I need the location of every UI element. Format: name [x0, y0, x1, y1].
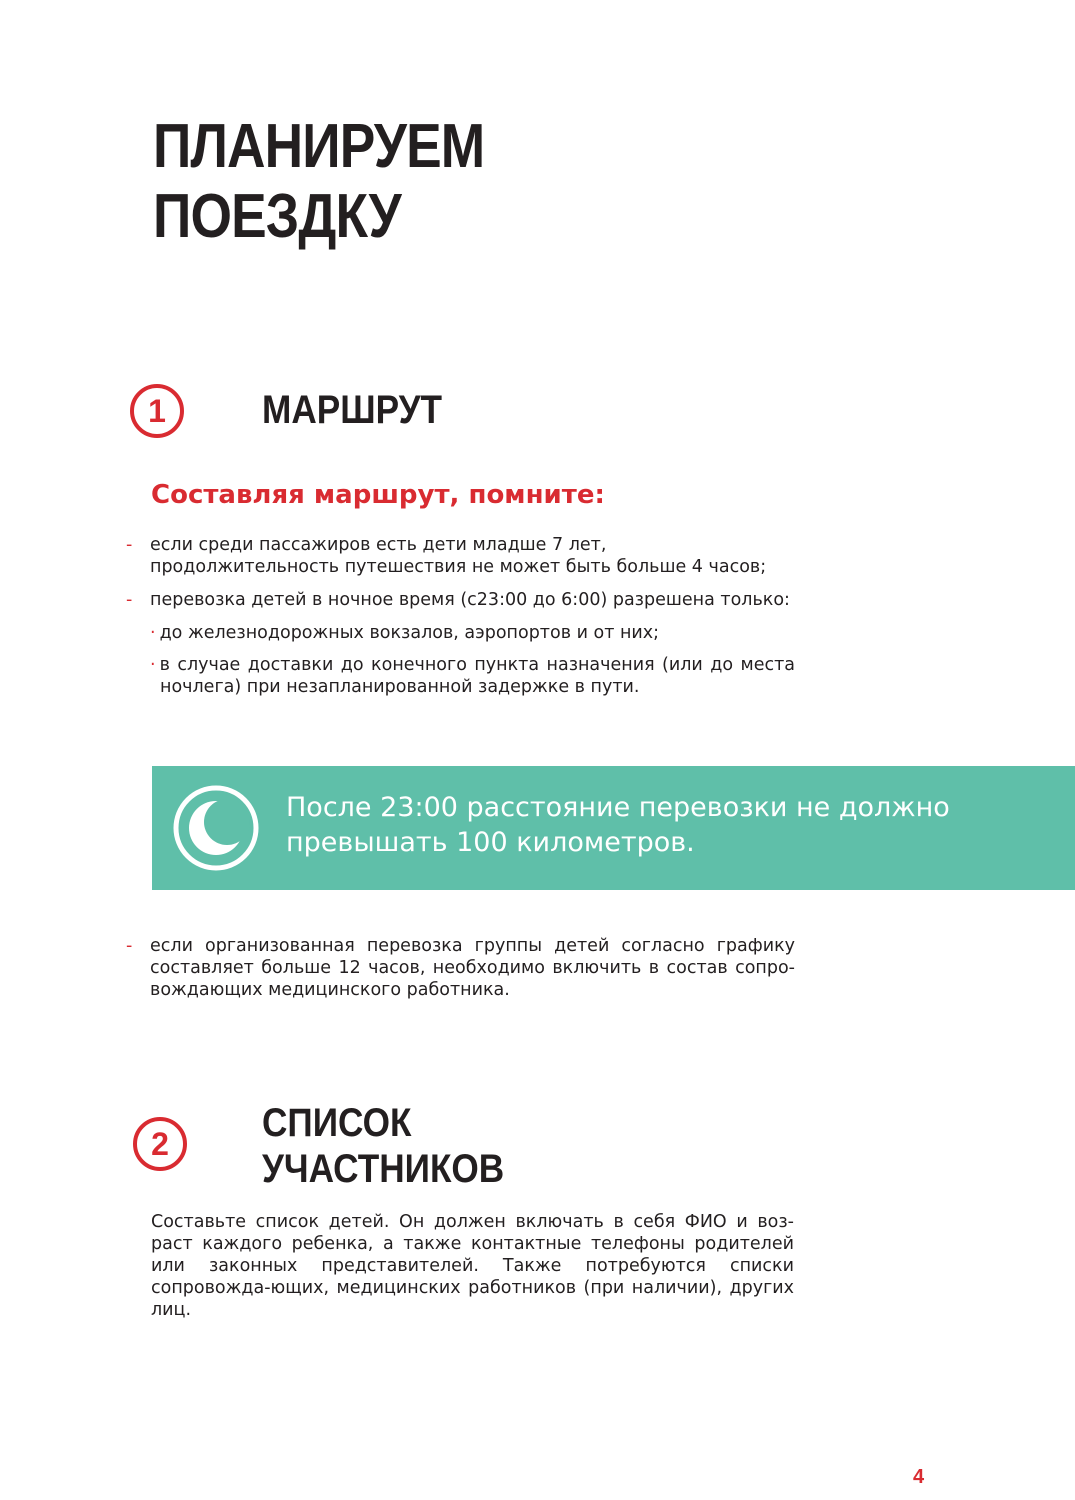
bullet-item [126, 589, 795, 611]
callout-text: После 23:00 расстояние перевозки не должно превышать 100 километров. [286, 792, 950, 858]
section-2-title [262, 1100, 504, 1192]
dash-marker: - [126, 590, 133, 610]
page-title [153, 112, 484, 252]
section-1-subhead: Составляя маршрут, помните: [151, 480, 605, 510]
dash-marker: - [126, 936, 133, 956]
bullet-text: если организованная перевозка группы детей согласно графику составляет больше 12 часов, необходимо включить в состав сопро-вождающих медицинского работника. [150, 936, 795, 1000]
bullet-text: перевозка детей в ночное время (с23:00 до 6:00) разрешена только: [150, 590, 790, 610]
bullet-item [126, 534, 795, 578]
participants-paragraph: Составьте список детей. Он должен включать в себя ФИО и воз-раст каждого ребенка, а также контактные телефоны родителей или законных представителей. Также потребуются списки сопровожда-ющих, медицинских работников (при наличии), других лиц. [151, 1212, 794, 1320]
section-1-title-text: МАРШРУТ [262, 388, 443, 432]
bullet-item [126, 935, 795, 1001]
page-number: 4 [913, 1466, 925, 1488]
section-2-number: 2 [151, 1125, 169, 1162]
dot-marker: · [150, 655, 156, 675]
page-title-line-2: ПОЕЗДКУ [153, 182, 401, 251]
page-title-line-1: ПЛАНИРУЕМ [153, 112, 485, 181]
section-1-number-badge [130, 384, 184, 438]
section-1-title [262, 387, 442, 433]
bullet-text: если среди пассажиров есть дети младше 7 лет, продолжительность путешествия не может быть больше 4 часов; [150, 535, 767, 577]
dash-marker: - [126, 535, 133, 555]
night-limit-callout [152, 766, 1075, 890]
sub-item-text: в случае доставки до конечного пункта назначения (или до места ночлега) при незапланированной задержке в пути. [159, 655, 795, 697]
section-2-number-badge [133, 1117, 187, 1171]
dot-marker: · [150, 623, 156, 643]
sub-list-item [150, 654, 795, 698]
sub-item-text: до железнодорожных вокзалов, аэропортов и от них; [159, 623, 660, 643]
moon-icon [172, 784, 260, 872]
section-2-title-line-2: УЧАСТНИКОВ [262, 1147, 505, 1191]
section-2-title-line-1: СПИСОК [262, 1101, 412, 1145]
section-1-number: 1 [148, 392, 166, 429]
sub-list-item [150, 622, 795, 644]
